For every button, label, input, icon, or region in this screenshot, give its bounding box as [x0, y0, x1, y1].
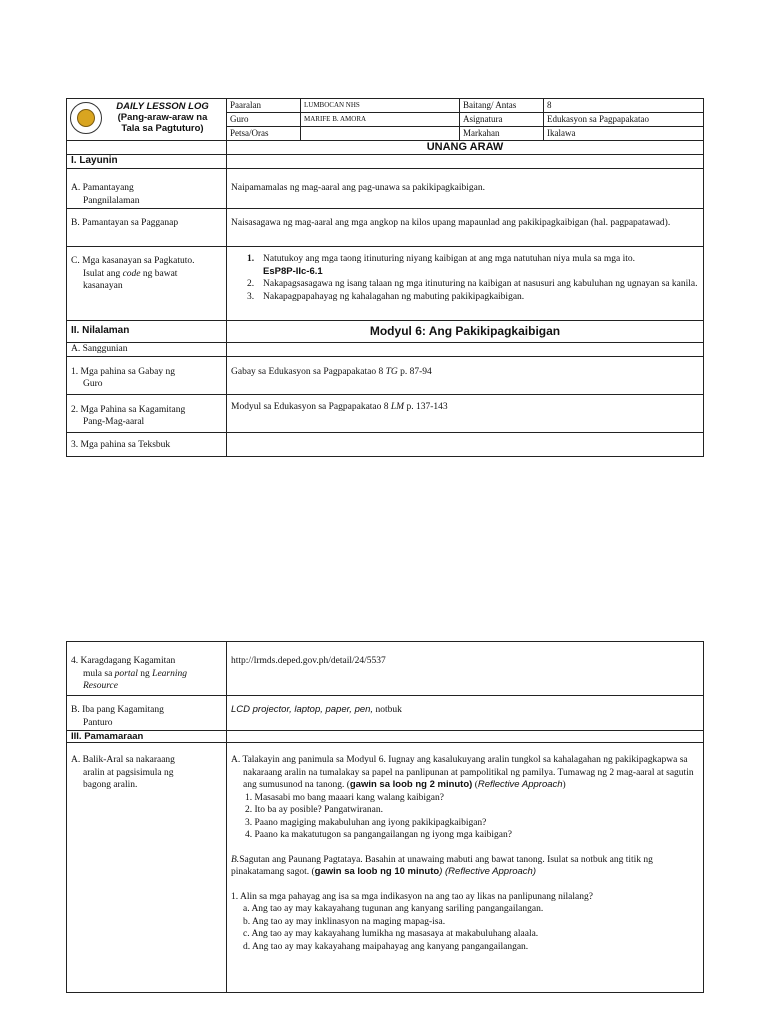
kasanayan-item: 2. Nakapagsasagawa ng isang talaan ng mga itinuturing na kaibigan at nasusuri ang kabuluhan ng ugnayan sa kanila.: [247, 279, 698, 289]
markahan-label: Markahan: [460, 127, 544, 141]
dll-subtitle-1: (Pang-araw-araw na: [117, 112, 208, 123]
layunin-heading: I. Layunin: [67, 155, 227, 169]
sanggunian-heading: A. Sanggunian: [67, 343, 227, 357]
dll-title-cell: [67, 99, 227, 141]
nilalaman-heading: II. Nilalaman: [67, 321, 227, 343]
kasanayan-item: 1. Natutukoy ang mga taong itinuturing niyang kaibigan at ang mga natutuhan niya mula sa mga ito.: [247, 254, 636, 264]
paaralan-label: Paaralan: [227, 99, 301, 113]
choice-item: a. Ang tao ay may kakayahang tugunan ang kanyang sariling pangangailangan.: [243, 904, 544, 914]
talakayin-questions: [231, 792, 699, 842]
teksbuk-label: 3. Mga pahina sa Teksbuk: [67, 432, 227, 456]
pamamaraan-heading: III. Pamamaraan: [67, 731, 227, 743]
lesson-log-table-page2: [66, 641, 704, 993]
baitang-value: 8: [544, 99, 704, 113]
choice-item: c. Ang tao ay may kakayahang lumikha ng masasaya at makabuluhang alaala.: [243, 929, 539, 939]
guro-value: MARIFE B. AMORA: [301, 113, 460, 127]
gabay-ng-guro-label: 1. Mga pahina sa Gabay ng Guro: [67, 356, 227, 394]
kagamitang-pang-mag-aaral-text: Modyul sa Edukasyon sa Pagpapakatao 8 LM p. 137-143: [227, 394, 704, 432]
dll-title: DAILY LESSON LOG: [116, 101, 209, 112]
asignatura-value: Edukasyon sa Pagpapakatao: [544, 113, 704, 127]
choice-item: b. Ang tao ay may inklinasyon na maging mapag-isa.: [243, 916, 446, 927]
pagtataya-choices: [231, 903, 699, 953]
markahan-value: Ikalawa: [544, 127, 704, 141]
mga-kasanayan-label: C. Mga kasanayan sa Pagkatuto. Isulat ang code ng bawat kasanayan: [67, 247, 227, 321]
paaralan-value: LUMBOCAN NHS: [301, 99, 460, 113]
kasanayan-item: 3. Nakapagpapahayag ng kahalagahan ng mabuting pakikipagkaibigan.: [247, 291, 525, 302]
question-item: 1. Masasabi mo bang maaari kang walang kaibigan?: [245, 792, 444, 803]
guro-label: Guro: [227, 113, 301, 127]
pamantayang-pangnilalaman-text: Naipamamalas ng mag-aaral ang pag-unawa sa pakikipagkaibigan.: [227, 169, 704, 209]
balik-aral-content: [227, 743, 704, 993]
gabay-ng-guro-text: Gabay sa Edukasyon sa Pagpapakatao 8 TG p. 87-94: [227, 356, 704, 394]
pamantayang-pangnilalaman-label: A. Pamantayang Pangnilalaman: [67, 169, 227, 209]
lrmds-link[interactable]: http://lrmds.deped.gov.ph/detail/24/5537: [227, 642, 704, 696]
petsa-value: [301, 127, 460, 141]
choice-item: d. Ang tao ay may kakayahang maipahayag ang kanyang pangangailangan.: [243, 941, 529, 952]
mga-kasanayan-list: [227, 247, 704, 321]
pamantayan-sa-pagganap-label: B. Pamantayan sa Pagganap: [67, 209, 227, 247]
deped-seal-logo: [70, 102, 102, 134]
modyul-title: Modyul 6: Ang Pakikipagkaibigan: [227, 321, 704, 343]
question-item: 2. Ito ba ay posible? Pangatwiranan.: [245, 805, 383, 815]
dll-subtitle-2: Tala sa Pagtuturo): [121, 123, 204, 134]
pamantayan-sa-pagganap-text: Naisasagawa ng mag-aaral ang mga angkop na kilos upang mapaunlad ang pakikipagkaibigan (hal. pagpapatawad).: [227, 209, 704, 247]
question-item: 3. Paano magiging makabuluhan ang iyong pakikipagkaibigan?: [245, 817, 487, 828]
talakayin-paragraph: A. Talakayin ang panimula sa Modyul 6. Iugnay ang kasalukuyang aralin tungkol sa kahalagahan ng pakikipagkapwa sa nakaraang aralin na tumalakay sa papel na panlipunan at pampolitikal ng pamilya. Tumawag ng 2 mag-aaral at sagutin ang sumusunod na tanong. (gawin sa loob ng 2 minuto) (Reflective Approach): [231, 755, 694, 790]
lesson-log-table-page1: [66, 98, 704, 457]
karagdagang-kagamitan-label: 4. Karagdagang Kagamitan mula sa portal ng Learning Resource: [67, 642, 227, 696]
pagtataya-question: 1. Alin sa mga pahayag ang isa sa mga indikasyon na ang tao ay likas na panlipunang nilalang?: [231, 891, 593, 902]
petsa-label: Petsa/Oras: [227, 127, 301, 141]
balik-aral-label: A. Balik-Aral sa nakaraang aralin at pagsisimula ng bagong aralin.: [67, 743, 227, 993]
baitang-label: Baitang/ Antas: [460, 99, 544, 113]
asignatura-label: Asignatura: [460, 113, 544, 127]
iba-pang-kagamitang-text: LCD projector, laptop, paper, pen, notbuk: [227, 696, 704, 731]
question-item: 4. Paano ka makatutugon sa pangangailangan ng iyong mga kaibigan?: [245, 830, 512, 840]
kagamitang-pang-mag-aaral-label: 2. Mga Pahina sa Kagamitang Pang-Mag-aaral: [67, 394, 227, 432]
kasanayan-code: EsP8P-IIc-6.1: [263, 265, 323, 277]
iba-pang-kagamitang-label: B. Iba pang Kagamitang Panturo: [67, 696, 227, 731]
sagutan-paragraph: B.Sagutan ang Paunang Pagtataya. Basahin at unawaing mabuti ang bawat tanong. Isulat sa notbuk ang titik ng pinakatamang sagot. (gawin sa loob ng 10 minuto) (Reflective Approach): [231, 854, 653, 877]
day-title: UNANG ARAW: [227, 141, 704, 155]
